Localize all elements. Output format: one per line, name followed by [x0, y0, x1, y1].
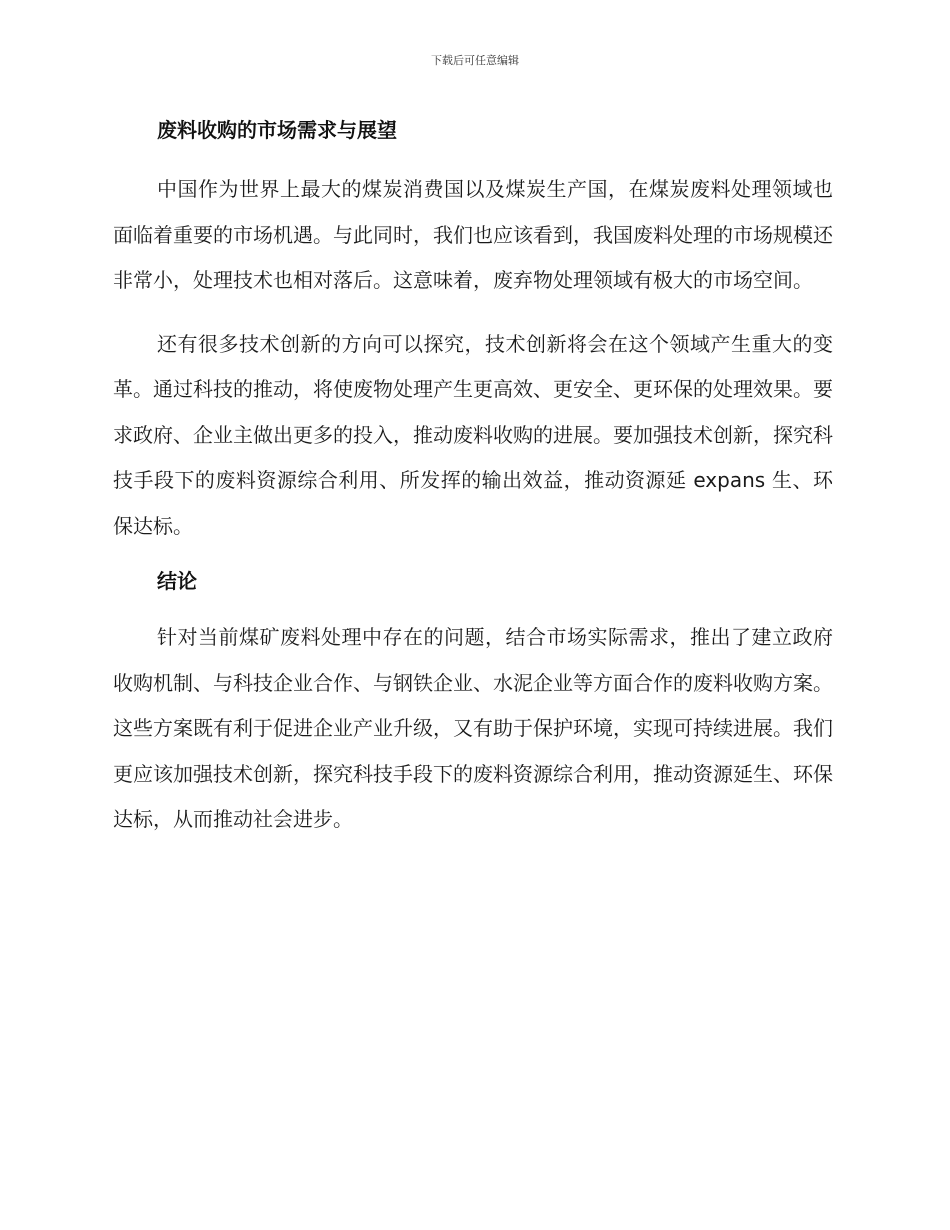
paragraph-market-1: 中国作为世界上最大的煤炭消费国以及煤炭生产国，在煤炭废料处理领域也面临着重要的市场机遇。与此同时，我们也应该看到，我国废料处理的市场规模还非常小，处理技术也相对落后。这意味着，废弃物处理领域有极大的市场空间。 [113, 177, 833, 292]
section-heading-conclusion: 结论 [157, 569, 197, 593]
document-body [113, 112, 833, 843]
section-heading-market: 废料收购的市场需求与展望 [157, 118, 397, 142]
paragraph-market-2: 还有很多技术创新的方向可以探究，技术创新将会在这个领域产生重大的变革。通过科技的推动，将使废物处理产生更高效、更安全、更环保的处理效果。要求政府、企业主做出更多的投入，推动废料收购的进展。要加强技术创新，探究科技手段下的废料资源综合利用、所发挥的输出效益，推动资源延 expans 生、环保达标。 [113, 331, 833, 538]
paragraph-conclusion: 针对当前煤矿废料处理中存在的问题，结合市场实际需求，推出了建立政府收购机制、与科技企业合作、与钢铁企业、水泥企业等方面合作的废料收购方案。这些方案既有利于促进企业产业升级，又有助于保护环境，实现可持续进展。我们更应该加强技术创新，探究科技手段下的废料资源综合利用，推动资源延生、环保达标，从而推动社会进步。 [113, 625, 833, 831]
page-header: 下载后可任意编辑 [431, 54, 519, 67]
